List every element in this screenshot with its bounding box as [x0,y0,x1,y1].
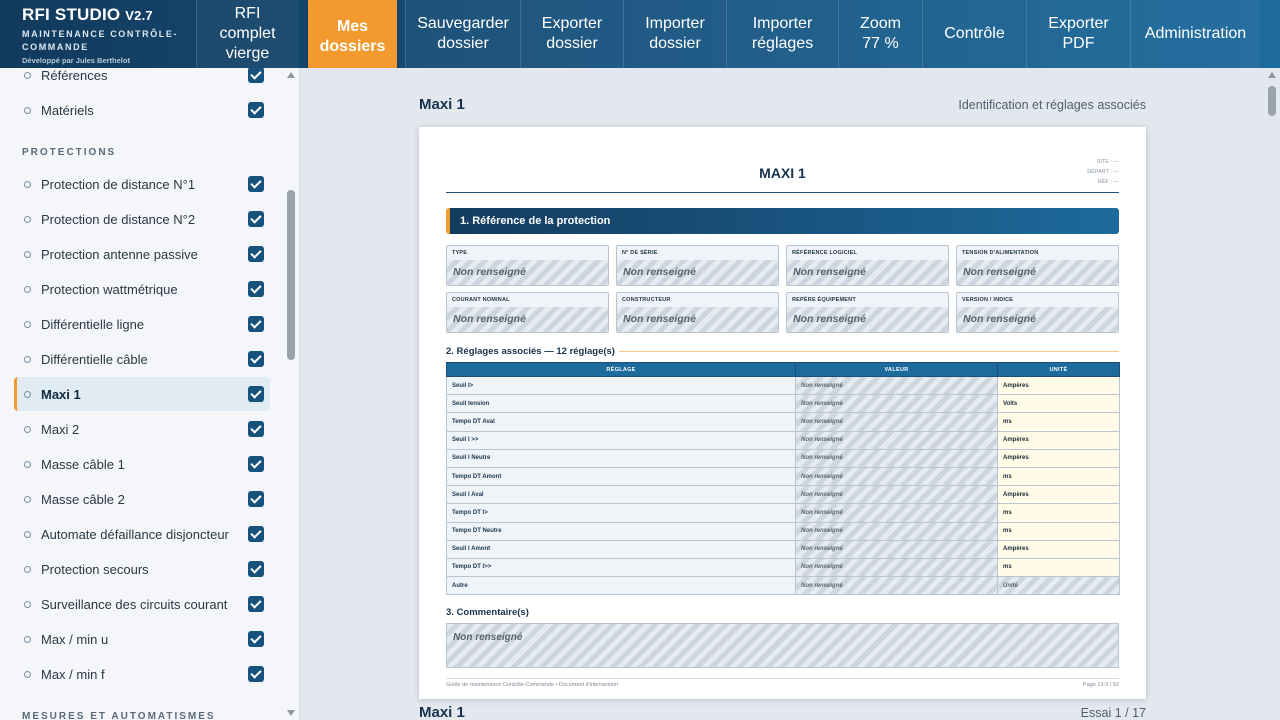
column-header: VALEUR [796,363,998,377]
bullet-icon [24,601,31,608]
sidebar-scrollbar[interactable] [287,190,295,360]
table-row [447,395,1120,413]
field-value[interactable]: Non renseigné [617,307,778,332]
comment-field[interactable]: Non renseigné [446,623,1119,668]
field-label: CONSTRUCTEUR [622,297,671,303]
reglage-name: Tempo DT Aval [447,413,796,431]
footer-page-number: Page 13-II / 52 [1082,682,1119,688]
field-label: REPÈRE ÉQUIPEMENT [792,297,856,303]
field-label: COURANT NOMINAL [452,297,510,303]
field-label: TYPE [452,250,468,256]
table-row [447,577,1120,595]
meta-site: SITE : — [1096,159,1119,165]
scroll-up-arrow-icon[interactable] [1268,72,1276,78]
sidebar-item-automate-defaillance[interactable] [14,517,270,551]
nav-spacer [298,0,308,68]
importer-dossier-button[interactable]: Importer dossier [623,0,726,68]
table-row [447,377,1120,395]
sidebar-item-differentielle-ligne[interactable] [14,307,270,341]
field-value[interactable]: Non renseigné [957,260,1118,285]
reglage-name: Seuil I Neutre [447,449,796,467]
page-meta [1087,157,1119,187]
next-document-title: Maxi 1 [419,704,465,720]
checkbox-checked-icon[interactable] [248,316,264,332]
bullet-icon [24,216,31,223]
checkbox-checked-icon[interactable] [248,456,264,472]
page-title: MAXI 1 [759,165,806,181]
sidebar-item-surveillance-circuits[interactable] [14,587,270,621]
field-courant-nominal[interactable] [446,292,609,333]
app-name: RFI STUDIO [22,5,121,24]
bullet-icon [24,531,31,538]
bullet-icon [24,671,31,678]
bullet-icon [24,72,31,79]
reglage-value[interactable]: Non renseigné [796,558,998,576]
field-reference-logiciel[interactable] [786,245,949,286]
reglage-value[interactable]: Non renseigné [796,395,998,413]
reglage-unit: Ampères [998,486,1120,504]
sidebar-item-differentielle-cable[interactable] [14,342,270,376]
bullet-icon [24,391,31,398]
bullet-icon [24,636,31,643]
table-row [447,431,1120,449]
sidebar-item-label: Matériels [41,102,94,118]
rfi-vierge-button[interactable]: RFI complet vierge [196,0,298,68]
table-row [447,540,1120,558]
reglage-name: Tempo DT Amont [447,467,796,485]
reglages-table [446,362,1120,595]
section-protections: PROTECTIONS [22,147,117,158]
scroll-down-arrow-icon[interactable] [287,710,295,716]
sidebar-item-label: Références [41,68,108,83]
zoom-button[interactable]: Zoom 77 % [838,0,922,68]
field-numero-serie[interactable] [616,245,779,286]
reglage-value[interactable]: Non renseigné [796,467,998,485]
checkbox-checked-icon[interactable] [248,281,264,297]
field-constructeur[interactable] [616,292,779,333]
field-value[interactable]: Non renseigné [447,307,608,332]
field-repere-equipement[interactable] [786,292,949,333]
reglage-value[interactable]: Non renseigné [796,377,998,395]
field-label: N° DE SÉRIE [622,250,658,256]
top-bar [0,0,1280,68]
app-version: V2.7 [125,8,153,23]
table-row [447,504,1120,522]
reglage-unit: ms [998,467,1120,485]
field-value[interactable]: Non renseigné [787,260,948,285]
sidebar-item-protection-distance-1[interactable] [14,167,270,201]
sidebar-item-label: Protection de distance N°1 [41,176,196,192]
meta-ref: RÉF : — [1097,179,1119,185]
sidebar-item-masse-cable-2[interactable] [14,482,270,516]
bullet-icon [24,286,31,293]
sidebar-item-label: Maxi 1 [41,386,81,402]
checkbox-checked-icon[interactable] [248,491,264,507]
sidebar-item-maxi-2[interactable] [14,412,270,446]
section-divider [619,351,1119,352]
field-label: TENSION D'ALIMENTATION [962,250,1039,256]
field-label: RÉFÉRENCE LOGICIEL [792,250,858,256]
bullet-icon [24,566,31,573]
sidebar-item-label: Protection wattmétrique [41,281,178,297]
table-row [447,449,1120,467]
main-nav [196,0,1260,68]
sidebar-item-maxi-1[interactable] [14,377,270,411]
sidebar-item-label: Masse câble 1 [41,456,125,472]
checkbox-checked-icon[interactable] [248,596,264,612]
reglage-value[interactable]: Non renseigné [796,449,998,467]
sidebar-item-references[interactable] [14,68,270,92]
field-value[interactable]: Non renseigné [617,260,778,285]
table-header-row [447,363,1120,377]
reglage-unit: Ampères [998,449,1120,467]
reglage-name: Tempo DT Neutre [447,522,796,540]
bullet-icon [24,321,31,328]
checkbox-checked-icon[interactable] [248,211,264,227]
page-footer [446,678,1119,688]
reglage-value[interactable]: Non renseigné [796,577,998,595]
meta-depart: DÉPART : — [1087,169,1119,175]
checkbox-checked-icon[interactable] [248,631,264,647]
sidebar-item-max-min-u[interactable] [14,622,270,656]
bullet-icon [24,356,31,363]
reglage-unit: Volts [998,395,1120,413]
checkbox-checked-icon[interactable] [248,526,264,542]
footer-left: Guide de maintenance Contrôle-Commande • Document d'intervention [446,682,619,688]
reglage-name: Tempo DT I>> [447,558,796,576]
checkbox-checked-icon[interactable] [248,246,264,262]
field-type[interactable] [446,245,609,286]
sidebar-item-label: Automate défaillance disjoncteur [41,526,229,542]
sidebar-item-label: Masse câble 2 [41,491,125,507]
reglage-value[interactable]: Non renseigné [796,486,998,504]
bullet-icon [24,496,31,503]
bullet-icon [24,181,31,188]
main-content [301,68,1280,720]
reglage-name: Tempo DT I> [447,504,796,522]
field-label: VERSION / INDICE [962,297,1014,303]
reglage-name: Seuil I >> [447,431,796,449]
checkbox-checked-icon[interactable] [248,421,264,437]
field-value[interactable]: Non renseigné [447,260,608,285]
table-row [447,522,1120,540]
mes-dossiers-button[interactable]: Mes dossiers [308,0,397,74]
main-scrollbar[interactable] [1268,86,1276,116]
sidebar-item-label: Protection de distance N°2 [41,211,196,227]
reglage-value[interactable]: Non renseigné [796,540,998,558]
sidebar [0,68,300,720]
reglage-unit: ms [998,413,1120,431]
section-mesures-automatismes: MESURES ET AUTOMATISMES [22,711,216,720]
sidebar-item-protection-secours[interactable] [14,552,270,586]
sidebar-item-protection-antenne-passive[interactable] [14,237,270,271]
reglage-unit: ms [998,522,1120,540]
reglage-value[interactable]: Non renseigné [796,413,998,431]
sidebar-item-label: Différentielle ligne [41,316,145,332]
app-developer: Développé par Jules Berthelot [22,56,130,65]
reglage-name: Seuil I Amont [447,540,796,558]
section-reglages: 2. Réglages associés — 12 réglage(s) [446,346,615,357]
reglage-value[interactable]: Non renseigné [796,431,998,449]
reglage-unit: Ampères [998,540,1120,558]
exporter-dossier-button[interactable]: Exporter dossier [520,0,623,68]
table-row [447,413,1120,431]
document-page [419,127,1146,699]
checkbox-checked-icon[interactable] [248,666,264,682]
bullet-icon [24,426,31,433]
nav-spacer [397,0,405,68]
checkbox-checked-icon[interactable] [248,351,264,367]
sidebar-item-label: Max / min u [41,631,109,647]
reglage-unit: ms [998,558,1120,576]
sidebar-item-materiels[interactable] [14,93,270,127]
app-title [22,5,196,25]
checkbox-checked-icon[interactable] [248,386,264,402]
reglage-name: Seuil tension [447,395,796,413]
reglage-name: Seuil I Aval [447,486,796,504]
reglage-value[interactable]: Non renseigné [796,504,998,522]
importer-reglages-button[interactable]: Importer réglages [726,0,838,68]
table-row [447,486,1120,504]
sidebar-item-masse-cable-1[interactable] [14,447,270,481]
field-version-indice[interactable] [956,292,1119,333]
reglage-name: Seuil I> [447,377,796,395]
sidebar-item-label: Différentielle câble [41,351,148,367]
sidebar-item-label: Maxi 2 [41,421,80,437]
reglage-unit[interactable]: Unité [998,577,1120,595]
reglage-unit: Ampères [998,377,1120,395]
next-document-subtitle: Essai 1 / 17 [1080,706,1146,720]
scroll-up-arrow-icon[interactable] [287,72,295,78]
section-commentaires: 3. Commentaire(s) [446,607,529,618]
sidebar-item-protection-distance-2[interactable] [14,202,270,236]
field-value[interactable]: Non renseigné [957,307,1118,332]
sidebar-item-protection-wattmetrique[interactable] [14,272,270,306]
table-row [447,558,1120,576]
bullet-icon [24,251,31,258]
sauvegarder-dossier-button[interactable]: Sauvegarder dossier [405,0,520,68]
checkbox-checked-icon[interactable] [248,561,264,577]
reglage-unit: ms [998,504,1120,522]
section-reference-protection: 1. Référence de la protection [446,208,1119,234]
column-header: RÉGLAGE [447,363,796,377]
checkbox-checked-icon[interactable] [248,176,264,192]
app-subtitle: MAINTENANCE CONTRÔLE-COMMANDE [22,29,179,52]
administration-button[interactable]: Administration [1130,0,1260,68]
reglage-name: Autre [447,577,796,595]
checkbox-checked-icon[interactable] [248,102,264,118]
table-row [447,467,1120,485]
bullet-icon [24,107,31,114]
document-title: Maxi 1 [419,96,465,113]
checkbox-checked-icon[interactable] [248,68,264,83]
column-header: UNITÉ [998,363,1120,377]
bullet-icon [24,461,31,468]
field-value[interactable]: Non renseigné [787,307,948,332]
reglage-value[interactable]: Non renseigné [796,522,998,540]
brand [0,0,196,68]
field-tension-alimentation[interactable] [956,245,1119,286]
exporter-pdf-button[interactable]: Exporter PDF [1026,0,1130,68]
page-header [446,160,1119,193]
sidebar-item-label: Surveillance des circuits courant [41,596,228,612]
sidebar-item-label: Max / min f [41,666,105,682]
controle-button[interactable]: Contrôle [922,0,1026,68]
sidebar-item-label: Protection secours [41,561,149,577]
sidebar-item-label: Protection antenne passive [41,246,198,262]
reglage-unit: Ampères [998,431,1120,449]
sidebar-item-max-min-f[interactable] [14,657,270,691]
document-subtitle: Identification et réglages associés [958,98,1146,112]
